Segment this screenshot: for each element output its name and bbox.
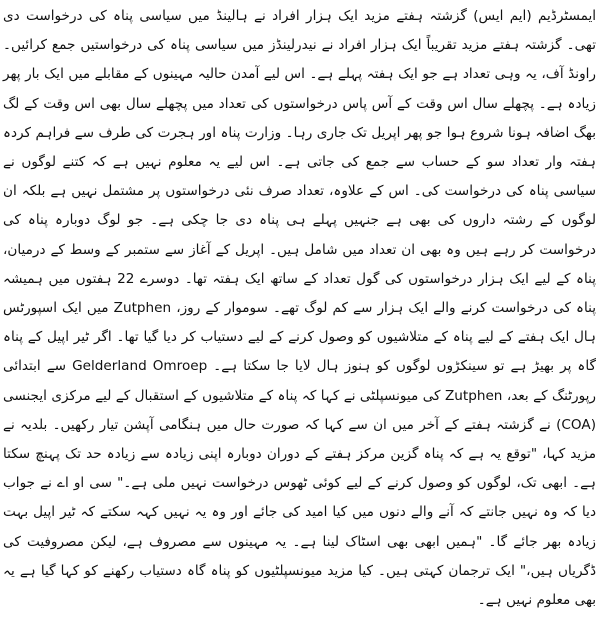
- article-body: ایمسٹرڈیم (ایم ایس) گزشتہ ہفتے مزید ایک ہزار افراد نے ہالینڈ میں سیاسی پناہ کی درخواست دی تھی۔ گزشتہ ہفتے مزید تقریباً ایک ہزار افراد نے نیدرلینڈز میں سیاسی پناہ کی درخواستیں جمع کرائیں۔ راونڈ آف، یہ وہی تعداد ہے جو ایک ہفتہ پہلے ہے۔ اس لیے آمدن حالیہ مہینوں کے مقابلے میں ایک بار پھر زیادہ ہے۔ پچھلے سال اس وقت کے آس پاس درخواستوں کی تعداد میں پچھلے سال بھی اس وقت کے لگ بھگ اضافہ ہونا شروع ہوا جو پھر اپریل تک جاری رہا۔ وزارت پناہ اور ہجرت کی طرف سے فراہم کردہ ہفتہ وار تعداد سو کے حساب سے جمع کی جاتی ہے۔ اس لیے یہ معلوم نہیں ہے کہ کتنے لوگوں نے سیاسی پناہ کی درخواست کی۔ اس کے علاوہ، تعداد صرف نئی درخواستوں پر مشتمل نہیں ہے بلکہ ان لوگوں کے رشتہ داروں کی بھی ہے جنہیں پہلے ہی پناہ دی جا چکی ہے۔ جو لوگ دوبارہ پناہ کی درخواست کر رہے ہیں وہ بھی ان تعداد میں شامل ہیں۔ اپریل کے آغاز سے ستمبر کے وسط کے درمیان، پناہ کے لیے ایک ہزار درخواستوں کی گول تعداد کے ساتھ ایک ہفتہ تھا۔ دوسرے 22 ہفتوں میں ہمیشہ پناہ کی درخواست کرنے والے ایک ہزار سے کم لوگ تھے۔ سوموار کے روز، Zutphen میں ایک اسپورٹس ہال ایک ہفتے کے لیے پناہ کے متلاشیوں کو وصول کرنے کے لیے دستیاب کر دیا گیا تھا۔ اگر ٹیر اپیل کے پناہ گاہ پر بھیڑ ہے تو سینکڑوں لوگوں کو ہنوز ہال لایا جا سکتا ہے۔ Gelderland Omroep سے ابتدائی رپورٹنگ کے بعد، Zutphen کی میونسپلٹی نے کہا کہ پناہ کے متلاشیوں کے استقبال کے لیے مرکزی ایجنسی (COA) نے گزشتہ ہفتے کے آخر میں ان سے کہا کہ صورت حال میں ہنگامی آپشن تیار رکھیں۔ بلدیہ نے مزید کہا، "توقع یہ ہے کہ پناہ گزین مرکز ہفتے کے دوران دوبارہ اپنی زیادہ سے زیادہ حد تک پہنچ سکتا ہے۔ ابھی تک، لوگوں کو وصول کرنے کے لیے کوئی ٹھوس درخواست نہیں ملی ہے۔" سی او اے نے جواب دیا کہ وہ نہیں جانتے کہ آنے والے دنوں میں کیا امید کی جائے اور وہ یہ نہیں کہہ سکتے کہ ٹیر اپیل بہت زیادہ بھر جائے گا۔ "ہمیں ابھی بھی اسٹاک لینا ہے۔ یہ مہینوں سے مصروف ہے، لیکن مصروفیت کی ڈگریاں ہیں،" ایک ترجمان کہتی ہیں۔ کیا مزید میونسپلٹیوں کو پناہ گاہ دستیاب رکھنے کو کہا گیا ہے یہ بھی معلوم نہیں ہے۔: [3, 8, 596, 609]
